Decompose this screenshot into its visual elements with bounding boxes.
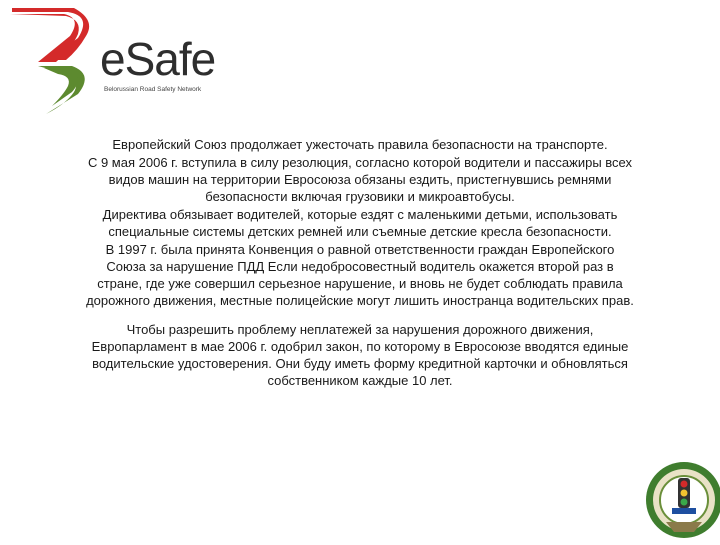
paragraph: В 1997 г. была принята Конвенция о равной ответственности граждан Европейского Союза за нарушение ПДД Если недобросовестный водитель окажется второй раз в стране, где уже совершил серьезное нарушение, и вновь не будет соблюдать правила дорожного движения, местные полицейские могут лишить иностранца водительских прав. [86,242,634,308]
esafe-logo-mark-icon [8,8,100,118]
article-body [86,136,634,390]
paragraph: Европейский Союз продолжает ужесточать правила безопасности на транспорте. [112,137,608,152]
paragraph: Чтобы разрешить проблему неплатежей за нарушения дорожного движения, Европарламент в мае 2006 г. одобрил закон, по которому в Евросоюзе вводятся единые водительские удостоверения. Они буду иметь форму кредитной карточки и обновляться собственником каждые 10 лет. [91,322,629,388]
paragraph: С 9 мая 2006 г. вступила в силу резолюция, согласно которой водители и пассажиры всех видов машин на территории Евросоюза обязаны ездить, пристегнувшись ремнями безопасности включая грузовики и микроавтобусы. [87,155,633,204]
logo-brand: eSafe [100,33,216,85]
esafe-logo [8,8,218,118]
traffic-light-emblem-icon [644,460,720,540]
paragraph: Директива обязывает водителей, которые ездят с маленькими детьми, использовать специальные системы детских ремней или съемные детские кресла безопасности. [102,207,618,239]
logo-tagline: Belorussian Road Safety Network [104,86,202,93]
